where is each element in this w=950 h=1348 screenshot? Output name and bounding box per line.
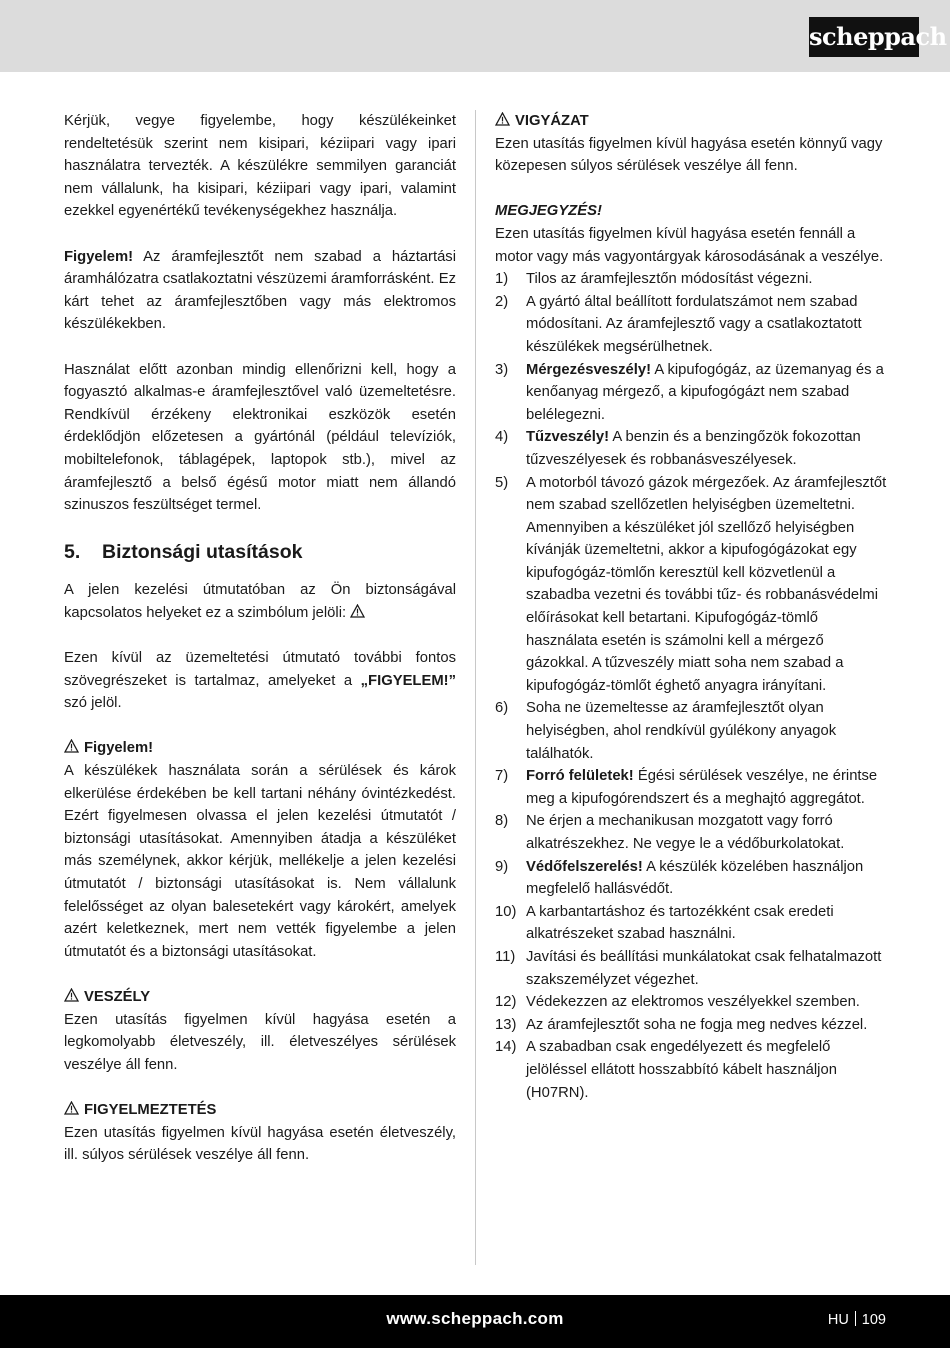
note-block xyxy=(495,200,887,268)
symbol-paragraph-text: A jelen kezelési útmutatóban az Ön biztonságával kapcsolatos helyeket ez a szimbólum jelöli: xyxy=(64,582,456,621)
list-item-bold: Forró felületek! xyxy=(526,768,634,785)
attention-block xyxy=(64,737,456,963)
left-column xyxy=(64,110,456,1167)
danger-heading xyxy=(64,986,456,1009)
list-item-text: A szabadban csak engedélyezett és megfelelő jelöléssel ellátott hosszabbító kábelt használjon (H07RN). xyxy=(526,1039,837,1101)
list-item-number: 11) xyxy=(495,948,516,965)
figyelem-word-end: szó jelöl. xyxy=(64,695,122,712)
list-item xyxy=(495,946,887,991)
list-item-number: 4) xyxy=(495,429,509,446)
list-item xyxy=(495,765,887,810)
caution-block xyxy=(495,110,887,178)
list-item-text: Égési sérülések veszélye, ne érintse meg a kipufogórendszert és a meghajtó aggregátot. xyxy=(526,768,878,807)
warning-triangle-icon xyxy=(64,739,80,753)
website-url: www.scheppach.com xyxy=(386,1309,564,1328)
list-item-text: A gyártó által beállított fordulatszámot nem szabad módosítani. Az áramfejlesztő vagy a csatlakoztatott készülékek megsérülhetnek. xyxy=(526,293,862,355)
warning-triangle-icon xyxy=(64,988,80,1002)
right-column xyxy=(495,110,887,1104)
warning-text: Ezen utasítás figyelmen kívül hagyása esetén életveszély, ill. súlyos sérülések veszélye áll fenn. xyxy=(64,1124,456,1164)
list-item-text: A készülék közelében használjon megfelelő hallásvédőt. xyxy=(526,858,864,898)
list-item-bold: Tűzveszély! xyxy=(526,429,610,446)
list-item-number: 14) xyxy=(495,1039,517,1056)
danger-text: Ezen utasítás figyelmen kívül hagyása esetén a legkomolyabb életveszély, ill. életveszélyes sérülések veszélye áll fenn. xyxy=(64,1011,456,1073)
attention-paragraph xyxy=(64,246,456,336)
list-item-number: 9) xyxy=(495,858,509,875)
list-item-number: 6) xyxy=(495,700,509,717)
list-item-number: 5) xyxy=(495,474,509,491)
list-item-number: 13) xyxy=(495,1016,517,1033)
list-item-text: Javítási és beállítási munkálatokat csak felhatalmazott szakszemélyzet végezhet. xyxy=(526,948,882,988)
section-title: Biztonsági utasítások xyxy=(102,541,303,564)
list-item-text: Ne érjen a mechanikusan mozgatott vagy forró alkatrészekhez. Ne vegye le a védőburkolatokat. xyxy=(526,813,845,852)
warning-triangle-icon xyxy=(64,1101,80,1115)
danger-block xyxy=(64,986,456,1076)
note-title: MEGJEGYZÉS! xyxy=(495,203,602,220)
intro-paragraph: Kérjük, vegye figyelembe, hogy készülékeinket rendeltetésük szerint nem kisipari, kéziipari vagy ipari használatra tervezték. A készülékre semmilyen garanciát nem vállalunk, ha kisipari, kéziipari vagy ipari, valamint ezekkel egyenértékű tevékenységekhez használja. xyxy=(64,113,456,220)
attention-text: A készülékek használata során a sérülések és károk elkerülése érdekében be kell tartani néhány óvintézkedést. Ezért figyelmesen olvassa el jelen kezelési útmutatót / biztonsági utasításokat. Amennyiben átadja a készüléket más személynek, akkor kérjük, mellékelje a jelen kezelési útmutatót / biztonsági utasításokat is. Nem vállalunk felelősséget az olyan balesetekért vagy károkért, amelyek azért keletkeznek, mert nem vették figyelembe a jelen útmutatót és a biztonsági utasításokat. xyxy=(64,763,456,960)
page-header xyxy=(0,0,950,72)
list-item xyxy=(495,810,887,855)
list-item xyxy=(495,697,887,765)
page-indicator xyxy=(828,1311,886,1328)
attention-heading xyxy=(64,737,456,760)
list-item-text: Soha ne üzemeltesse az áramfejlesztőt olyan helyiségben, ahol rendkívül gyúlékony anyagok találhatók. xyxy=(526,700,837,762)
section-number: 5. xyxy=(64,541,81,564)
list-item xyxy=(495,991,887,1014)
scheppach-logo: scheppach xyxy=(809,17,919,57)
list-item-number: 2) xyxy=(495,293,509,310)
figyelem-word-paragraph xyxy=(64,647,456,715)
warning-triangle-icon xyxy=(350,604,366,618)
figyelem-word: „FIGYELEM!” xyxy=(360,672,456,689)
list-item-text: Védekezzen az elektromos veszélyekkel szemben. xyxy=(526,994,860,1011)
language-code: HU xyxy=(827,1312,849,1328)
warning-block xyxy=(64,1099,456,1167)
list-item-text: A benzin és a benzingőzök fokozottan tűzveszélyesek és robbanásveszélyesek. xyxy=(526,429,861,468)
list-item-number: 12) xyxy=(495,994,517,1011)
page-number: 109 xyxy=(861,1312,886,1328)
warning-heading xyxy=(64,1099,456,1122)
list-item-number: 3) xyxy=(495,361,509,378)
list-item-text: A kipufogógáz, az üzemanyag és a kenőanyag mérgező, a kipufogógázt nem szabad belélegezni. xyxy=(526,361,884,423)
warning-triangle-icon xyxy=(495,112,511,126)
list-item xyxy=(495,901,887,946)
list-item xyxy=(495,291,887,359)
list-item xyxy=(495,1036,887,1104)
danger-title: VESZÉLY xyxy=(84,988,151,1005)
list-item xyxy=(495,426,887,471)
list-item xyxy=(495,1014,887,1037)
list-item-number: 10) xyxy=(495,903,517,920)
caution-heading xyxy=(495,110,887,133)
attention-label: Figyelem! xyxy=(64,248,134,265)
list-item xyxy=(495,268,887,291)
section-heading xyxy=(64,539,456,565)
list-item-number: 1) xyxy=(495,271,509,288)
page-separator xyxy=(855,1311,856,1326)
list-item-number: 8) xyxy=(495,813,509,830)
figyelem-word-text: Ezen kívül az üzemeltetési útmutató további fontos szövegrészeket is tartalmaz, amelyeket a xyxy=(64,650,456,689)
list-item xyxy=(495,856,887,901)
list-item-bold: Mérgezésveszély! xyxy=(526,361,652,378)
list-item-number: 7) xyxy=(495,768,509,785)
attention-paragraph-text: Az áramfejlesztőt nem szabad a háztartási áramhálózatra csatlakoztatni vészüzemi áramforrásként. Ez kárt tehet az áramfejlesztőben vagy más elektromos készülékekben. xyxy=(64,248,456,333)
usage-paragraph: Használat előtt azonban mindig ellenőrizni kell, hogy a fogyasztó alkalmas-e áramfejlesztővel való üzemeltetésre. Rendkívül érzékeny elektronikai eszközök esetén érdeklődjön előzetesen a gyártónál (például televíziók, mobiltelefonok, táblagépek, laptopok stb.), mivel az áramfejlesztő a belső égésű motor miatt nem állandó szinuszos feszültséget termel. xyxy=(64,361,456,514)
column-divider xyxy=(475,110,476,1265)
caution-title: VIGYÁZAT xyxy=(515,113,589,129)
caution-text: Ezen utasítás figyelmen kívül hagyása esetén könnyű vagy közepesen súlyos sérülések veszélye áll fenn. xyxy=(495,135,883,175)
list-item-text: Tilos az áramfejlesztőn módosítást végezni. xyxy=(526,271,813,288)
warning-title: FIGYELMEZTETÉS xyxy=(84,1101,217,1118)
note-text: Ezen utasítás figyelmen kívül hagyása esetén fennáll a motor vagy más vagyontárgyak károsodásának a veszélye. xyxy=(495,225,884,265)
attention-title: Figyelem! xyxy=(84,740,154,757)
list-item-text: A karbantartáshoz és tartozékként csak eredeti alkatrészeket szabad használni. xyxy=(526,903,834,943)
list-item xyxy=(495,359,887,427)
symbol-paragraph xyxy=(64,579,456,624)
safety-items-list xyxy=(495,268,887,1104)
page-footer xyxy=(0,1295,950,1348)
list-item-text: A motorból távozó gázok mérgezőek. Az áramfejlesztőt nem szabad szellőzetlen helyiségben üzemeltetni. Amennyiben a készüléket jól szellőző helyiségben kívánják üzemeltetni, akkor a kipufogógázokat egy kipufogógáz-tömlőn keresztül kell közvetlenül a szabadba vezetni és további tűz- és robbanásvédelmi előírásokat kell betartani. Kipufogógáz-tömlő használata esetén is számolni kell a mérgező gázokkal. A tűzveszély miatt soha nem szabad a kipufogógáz-tömlőt éghető anyagra irányítani. xyxy=(526,474,887,694)
list-item-text: Az áramfejlesztőt soha ne fogja meg nedves kézzel. xyxy=(526,1016,868,1033)
list-item-bold: Védőfelszerelés! xyxy=(526,858,643,875)
list-item xyxy=(495,472,887,698)
